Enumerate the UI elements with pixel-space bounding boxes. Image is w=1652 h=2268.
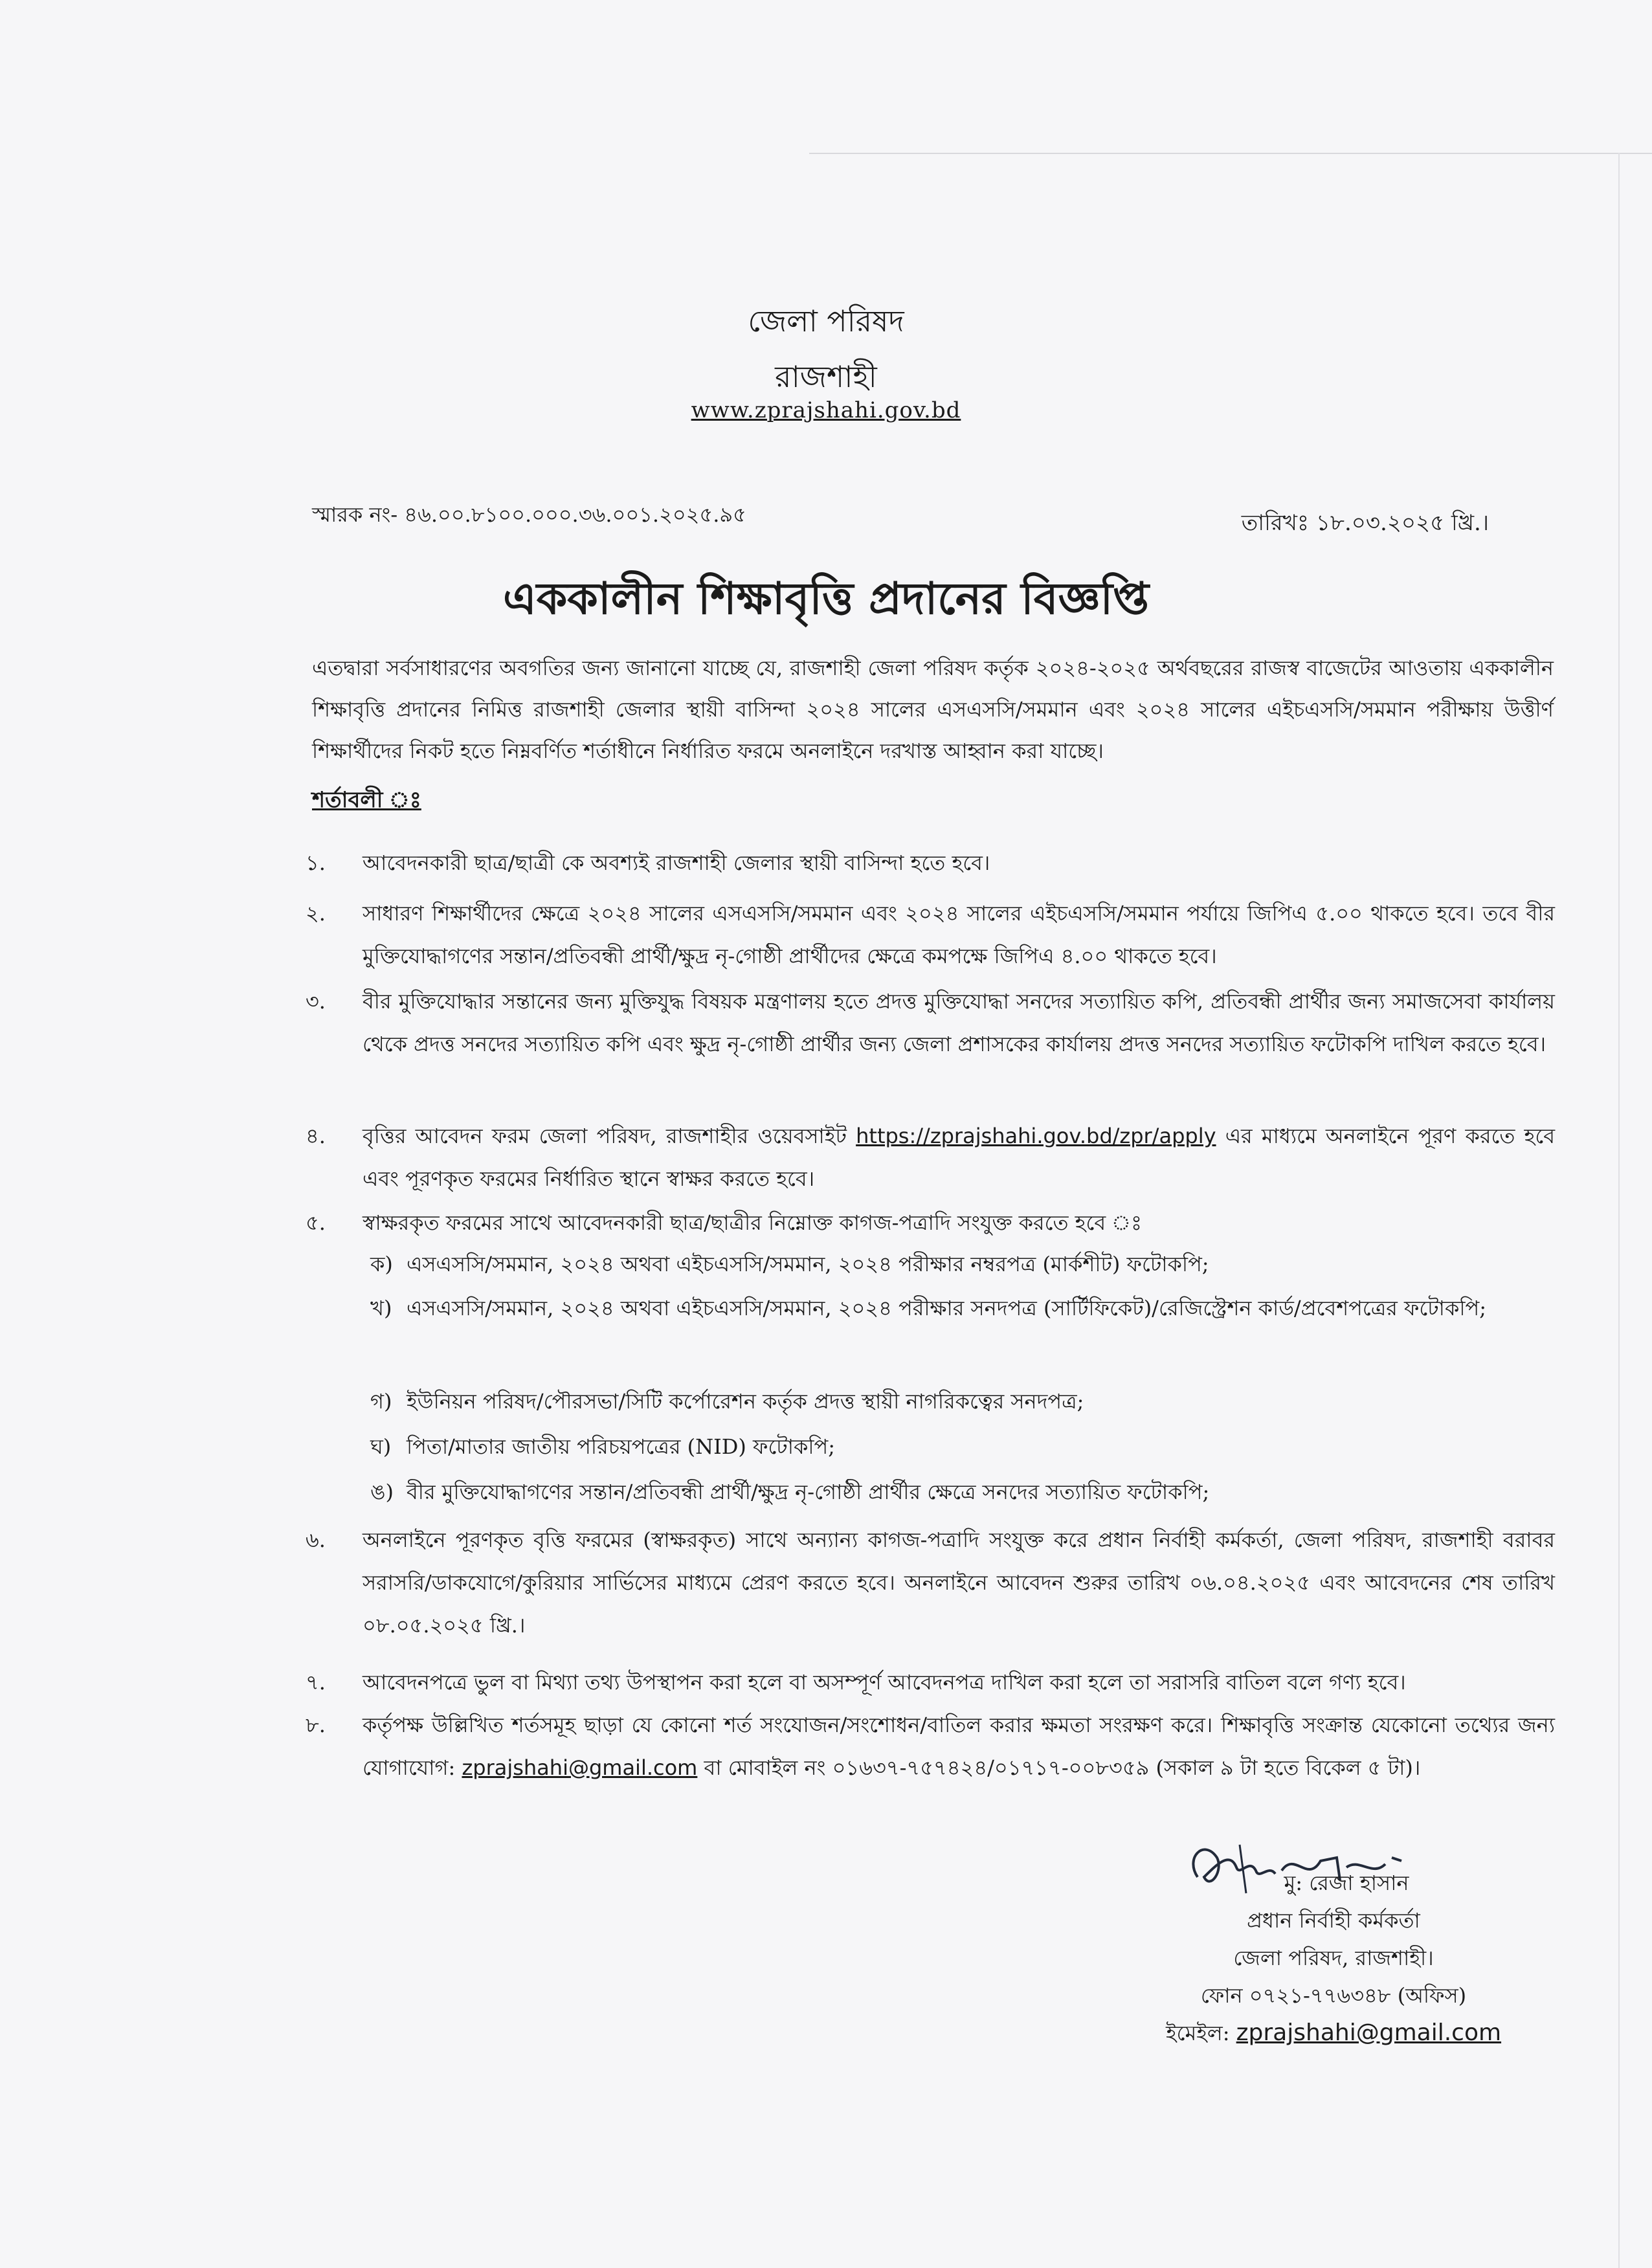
condition-text-part: কর্তৃপক্ষ উল্লিখিত শর্তসমূহ ছাড়া যে কোনো শর্ত সংযোজন/সংশোধন/বাতিল করার ক্ষমতা সংরক্ষণ করে। শিক্ষাবৃত্তি সংক্রান্ত যেকোনো তথ্যের জন্য যোগাযোগ:: [363, 1713, 1555, 1780]
condition-text: [363, 1115, 1555, 1200]
sub-item-number: ক): [370, 1252, 393, 1276]
condition-text: [363, 1704, 1555, 1789]
condition-item: [306, 980, 1555, 1065]
condition-item: [306, 1201, 1555, 1244]
sub-item: [370, 1288, 1555, 1328]
signatory-designation: প্রধান নির্বাহী কর্মকর্তা: [1247, 1908, 1420, 1933]
apply-link[interactable]: https://zprajshahi.gov.bd/zpr/apply: [856, 1124, 1216, 1148]
condition-text: সাধারণ শিক্ষার্থীদের ক্ষেত্রে ২০২৪ সালের এসএসসি/সমমান এবং ২০২৪ সালের এইচএসসি/সমমান পর্যায়ে জিপিএ ৫.০০ থাকতে হবে। তবে বীর মুক্তিযোদ্ধাগণের সন্তান/প্রতিবন্ধী প্রার্থী/ক্ষুদ্র নৃ-গোষ্ঠী প্রার্থীদের ক্ষেত্রে কমপক্ষে জিপিএ ৪.০০ থাকতে হবে।: [363, 901, 1555, 968]
signatory-phone: ফোন ০৭২১-৭৭৬৩৪৮ (অফিস): [1200, 1983, 1467, 2008]
sub-item-text: এসএসসি/সমমান, ২০২৪ অথবা এইচএসসি/সমমান, ২০২৪ পরীক্ষার সনদপত্র (সার্টিফিকেট)/রেজিস্ট্রেশন কার্ড/প্রবেশপত্রের ফটোকপি;: [407, 1296, 1487, 1320]
sub-item-text: পিতা/মাতার জাতীয় পরিচয়পত্রের (NID) ফটোকপি;: [407, 1434, 836, 1459]
sub-item: [370, 1244, 1555, 1284]
organization-name: জেলা পরিষদ: [748, 304, 904, 339]
signatory-email-link[interactable]: zprajshahi@gmail.com: [1236, 2019, 1502, 2046]
condition-number: ৩.: [306, 989, 326, 1014]
condition-number: ৮.: [306, 1713, 326, 1737]
notice-title: এককালীন শিক্ষাবৃত্তি প্রদানের বিজ্ঞপ্তি: [503, 573, 1149, 625]
condition-text: স্বাক্ষরকৃত ফরমের সাথে আবেদনকারী ছাত্র/ছাত্রীর নিম্নোক্ত কাগজ-পত্রাদি সংযুক্ত করতে হবে ঃ: [363, 1210, 1143, 1235]
signatory-email-line: [1152, 2017, 1515, 2052]
condition-item: [306, 1661, 1555, 1704]
condition-text: আবেদনপত্রে ভুল বা মিথ্যা তথ্য উপস্থাপন করা হলে বা অসম্পূর্ণ আবেদনপত্র দাখিল করা হলে তা সরাসরি বাতিল বলে গণ্য হবে।: [363, 1670, 1406, 1695]
contact-email-link[interactable]: zprajshahi@gmail.com: [462, 1755, 698, 1780]
sub-item-text: ইউনিয়ন পরিষদ/পৌরসভা/সিটি কর্পোরেশন কর্তৃক প্রদত্ত স্থায়ী নাগরিকত্বের সনদপত্র;: [407, 1389, 1084, 1414]
sub-item-text: বীর মুক্তিযোদ্ধাগণের সন্তান/প্রতিবন্ধী প্রার্থী/ক্ষুদ্র নৃ-গোষ্ঠী প্রার্থীর ক্ষেত্রে সনদের সত্যায়িত ফটোকপি;: [407, 1480, 1210, 1504]
condition-item: [306, 841, 1555, 884]
condition-number: ৫.: [306, 1210, 326, 1235]
condition-text: বীর মুক্তিযোদ্ধার সন্তানের জন্য মুক্তিযুদ্ধ বিষয়ক মন্ত্রণালয় হতে প্রদত্ত মুক্তিযোদ্ধা সনদের সত্যায়িত কপি, প্রতিবন্ধী প্রার্থীর জন্য সমাজসেবা কার্যালয় থেকে প্রদত্ত সনদের সত্যায়িত কপি এবং ক্ষুদ্র নৃ-গোষ্ঠী প্রার্থীর জন্য জেলা প্রশাসকের কার্যালয় প্রদত্ত সনদের সত্যায়িত ফটোকপি দাখিল করতে হবে।: [363, 989, 1555, 1056]
condition-text-part: বৃত্তির আবেদন ফরম জেলা পরিষদ, রাজশাহীর ওয়েবসাইট: [363, 1124, 856, 1148]
sub-item: [370, 1472, 1555, 1512]
email-label: ইমেইল:: [1165, 2021, 1236, 2045]
condition-text-part: এর মাধ্যমে অনলাইনে পূরণ করতে হবে এবং পূরণকৃত ফরমের নির্ধারিত স্থানে স্বাক্ষর করতে হবে।: [363, 1124, 1555, 1191]
condition-number: ২.: [306, 901, 326, 926]
condition-item: [306, 1115, 1555, 1200]
signatory-office: জেলা পরিষদ, রাজশাহী।: [1233, 1946, 1434, 1970]
issue-date: তারিখঃ ১৮.০৩.২০২৫ খ্রি.।: [1241, 510, 1489, 536]
condition-text: আবেদনকারী ছাত্র/ছাত্রী কে অবশ্যই রাজশাহী জেলার স্থায়ী বাসিন্দা হতে হবে।: [363, 850, 990, 875]
condition-item: [306, 1518, 1555, 1647]
condition-text-part: বা মোবাইল নং ০১৬৩৭-৭৫৭৪২৪/০১৭১৭-০০৮৩৫৯ (সকাল ৯ টা হতে বিকেল ৫ টা)।: [697, 1755, 1421, 1780]
conditions-heading: শর্তাবলী ঃ: [312, 787, 421, 813]
paper-fold-line: [809, 153, 1652, 154]
city-name: রাজশাহী: [775, 359, 877, 394]
sub-item-text: এসএসসি/সমমান, ২০২৪ অথবা এইচএসসি/সমমান, ২০২৪ পরীক্ষার নম্বরপত্র (মার্কশীট) ফটোকপি;: [407, 1252, 1209, 1276]
condition-number: ১.: [306, 850, 326, 875]
memo-number: স্মারক নং- ৪৬.০০.৮১০০.০০০.৩৬.০০১.২০২৫.৯৫: [312, 502, 746, 527]
intro-paragraph: এতদ্বারা সর্বসাধারণের অবগতির জন্য জানানো যাচ্ছে যে, রাজশাহী জেলা পরিষদ কর্তৃক ২০২৪-২০২৫ অর্থবছরের রাজস্ব বাজেটের আওতায় এককালীন শিক্ষাবৃত্তি প্রদানের নিমিত্ত রাজশাহী জেলার স্থায়ী বাসিন্দা ২০২৪ সালের এসএসসি/সমমান এবং ২০২৪ সালের এইচএসসি/সমমান পরীক্ষায় উত্তীর্ণ শিক্ষার্থীদের নিকট হতে নিম্নবর্ণিত শর্তাধীনে নির্ধারিত ফরমে অনলাইনে দরখাস্ত আহ্বান করা যাচ্ছে।: [312, 656, 1554, 763]
website-url[interactable]: www.zprajshahi.gov.bd: [691, 397, 961, 423]
condition-item: [306, 1704, 1555, 1789]
sub-item: [370, 1381, 1555, 1421]
condition-item: [306, 892, 1555, 977]
condition-number: ৭.: [306, 1670, 326, 1695]
condition-number: ৪.: [306, 1124, 326, 1148]
condition-number: ৬.: [306, 1528, 326, 1552]
paper-fold-line: [1618, 153, 1620, 2268]
condition-text: অনলাইনে পূরণকৃত বৃত্তি ফরমের (স্বাক্ষরকৃত) সাথে অন্যান্য কাগজ-পত্রাদি সংযুক্ত করে প্রধান নির্বাহী কর্মকর্তা, জেলা পরিষদ, রাজশাহী বরাবর সরাসরি/ডাকযোগে/কুরিয়ার সার্ভিসের মাধ্যমে প্রেরণ করতে হবে। অনলাইনে আবেদন শুরুর তারিখ ০৬.০৪.২০২৫ এবং আবেদনের শেষ তারিখ ০৮.০৫.২০২৫ খ্রি.।: [363, 1528, 1555, 1638]
sub-item-number: ঘ): [370, 1434, 392, 1459]
sub-item-number: খ): [370, 1296, 392, 1320]
sub-item-number: গ): [370, 1389, 392, 1414]
sub-item-number: ঙ): [370, 1480, 394, 1504]
signatory-name: মু: রেজা হাসান: [1284, 1871, 1409, 1895]
sub-item: [370, 1427, 1555, 1467]
